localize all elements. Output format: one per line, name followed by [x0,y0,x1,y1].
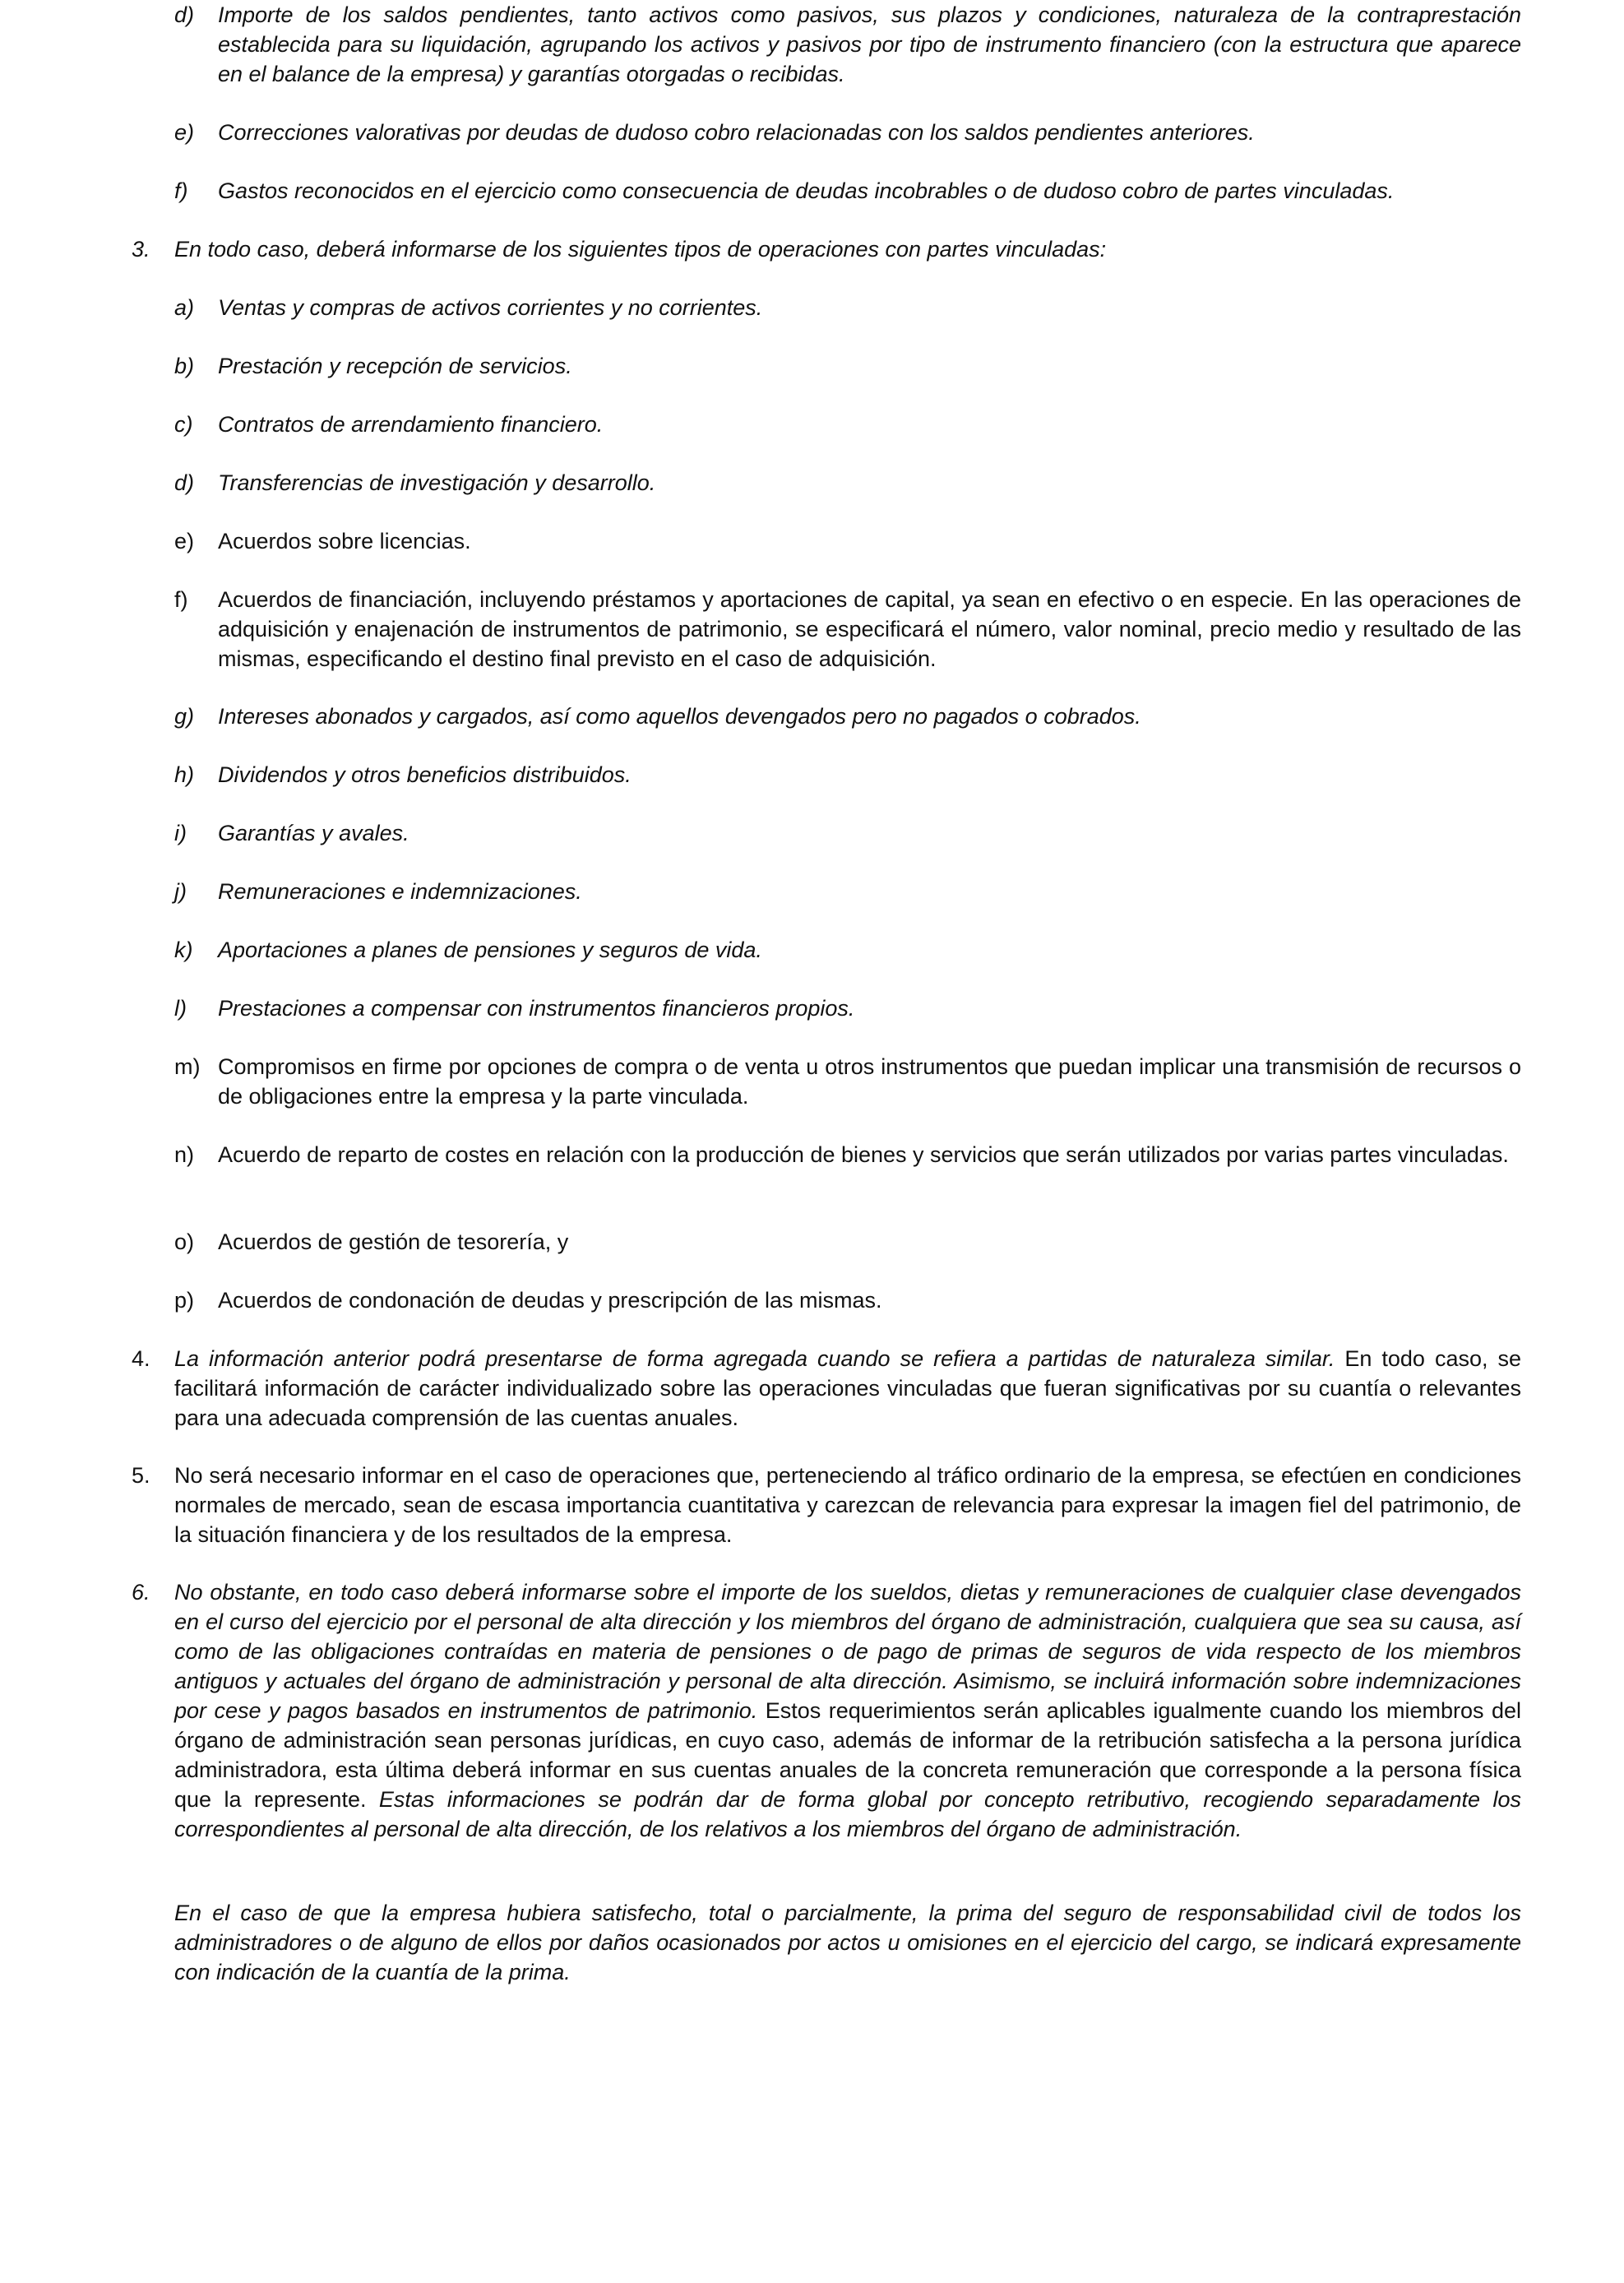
list-item-text [218,935,1521,965]
text-segment: Correcciones valorativas por deudas de dudoso cobro relacionadas con los saldos pendientes anteriores. [218,120,1255,145]
text-segment: Remuneraciones e indemnizaciones. [218,879,582,904]
numbered-item-6 [132,1577,1521,1844]
text-segment: Compromisos en firme por opciones de compra o de venta u otros instrumentos que puedan implicar una transmisión de recursos o de obligaciones entre la empresa y la parte vinculada. [218,1054,1521,1109]
list-marker: k) [174,938,193,962]
list-marker: c) [174,412,193,437]
numbered-item-4 [132,1344,1521,1433]
list-item-text [218,176,1521,206]
list-item-text [218,293,1521,322]
list-item-text [218,410,1521,439]
list-item-text [218,526,1521,556]
numbered-item-3 [132,234,1521,264]
text-segment: Acuerdos de condonación de deudas y prescripción de las mismas. [218,1288,882,1313]
list-item-o [174,1227,1521,1257]
text-segment: Acuerdos de financiación, incluyendo préstamos y aportaciones de capital, ya sean en efectivo o en especie. En las operaciones de adquisición y enajenación de instrumentos de patrimonio, se especificará el número, valor nominal, precio medio y resultado de las mismas, especificando el destino final previsto en el caso de adquisición. [218,587,1521,671]
text-segment: No obstante, en todo caso deberá informarse sobre el importe de los sueldos, dietas y remuneraciones de cualquier clase devengados en el curso del ejercicio por el personal de alta dirección y los miembros del órgano de administración, cualquiera que sea su causa, así como de las obligaciones contraídas en materia de pensiones o de pago de primas de seguros de vida respecto de los miembros antiguos y actuales del órgano de administración y personal de alta dirección. Asimismo, se incluirá información sobre indemnizaciones por cese y pagos basados en instrumentos de patrimonio. [174,1580,1521,1723]
list-marker: g) [174,704,195,729]
list-item-f [174,176,1521,206]
list-item-text [218,118,1521,147]
list-item-d [174,0,1521,89]
text-segment: Gastos reconocidos en el ejercicio como consecuencia de deudas incobrables o de dudoso cobro de partes vinculadas. [218,178,1395,203]
list-item-g [174,702,1521,731]
text-segment: En todo caso, se facilitará información de carácter individualizado sobre las operaciones vinculadas que fueran significativas por su cuantía o relevantes para una adecuada comprensión de las cuentas anuales. [174,1346,1521,1430]
list-item-k [174,935,1521,965]
text-segment: Contratos de arrendamiento financiero. [218,412,604,437]
list-item-e [174,526,1521,556]
list-item-text [218,1227,1521,1257]
list-marker: e) [174,120,195,145]
text-segment: Estos requerimientos serán aplicables igualmente cuando los miembros del órgano de administración sean personas jurídicas, en cuyo caso, además de informar de la retribución satisfecha a la persona jurídica administradora, esta última deberá informar en sus cuentas anuales de la concreta remuneración que corresponde a la persona física que la represente. [174,1698,1522,1812]
list-marker: 3. [132,237,150,262]
list-item-i [174,818,1521,848]
text-segment: Acuerdos de gestión de tesorería, y [218,1229,569,1254]
text-segment: Importe de los saldos pendientes, tanto activos como pasivos, sus plazos y condiciones, naturaleza de la contraprestación establecida para su liquidación, agrupando los activos y pasivos por tipo de instrumento financiero (con la estructura que aparece en el balance de la empresa) y garantías otorgadas o recibidas. [218,2,1521,86]
list-item-j [174,877,1521,906]
list-marker: n) [174,1142,195,1167]
list-item-text [218,468,1521,498]
list-marker: e) [174,529,195,553]
list-item-p [174,1285,1521,1315]
list-item-text [218,0,1521,89]
text-segment: Aportaciones a planes de pensiones y seguros de vida. [218,938,762,962]
list-item-text [218,877,1521,906]
list-item-e [174,118,1521,147]
text-segment: Ventas y compras de activos corrientes y no corrientes. [218,295,763,320]
text-segment: Estas informaciones se podrán dar de forma global por concepto retributivo, recogiendo separadamente los correspondientes al personal de alta dirección, de los relativos a los miembros del órgano de administración. [174,1787,1521,1841]
list-marker: 4. [132,1346,150,1371]
list-item-c [174,410,1521,439]
list-item-text [218,585,1521,674]
list-marker: i) [174,821,187,845]
list-item-text [174,1344,1521,1433]
list-marker: d) [174,2,195,27]
list-item-text [174,234,1521,264]
text-segment: En todo caso, deberá informarse de los siguientes tipos de operaciones con partes vinculadas: [174,237,1107,262]
text-segment: La información anterior podrá presentarse de forma agregada cuando se refiera a partidas de naturaleza similar. [174,1346,1335,1371]
text-segment: Garantías y avales. [218,821,409,845]
list-item-text [218,702,1521,731]
list-marker: l) [174,996,187,1021]
list-marker: a) [174,295,195,320]
list-item-n [174,1140,1521,1169]
list-item-f [174,585,1521,674]
list-item-text [218,760,1521,790]
list-item-text [218,1285,1521,1315]
list-item-m [174,1052,1521,1111]
list-item-text [218,818,1521,848]
list-item-text [174,1461,1521,1549]
list-marker: o) [174,1229,195,1254]
list-item-text [218,993,1521,1023]
text-segment: Dividendos y otros beneficios distribuidos. [218,762,632,787]
list-marker: b) [174,354,195,378]
text-segment: Prestación y recepción de servicios. [218,354,572,378]
list-marker: 6. [132,1580,150,1605]
list-marker: j) [174,879,187,904]
list-item-text [218,351,1521,381]
list-item-b [174,351,1521,381]
list-marker: f) [174,178,188,203]
list-item-text [218,1140,1521,1169]
list-item-text [174,1577,1521,1844]
list-item-h [174,760,1521,790]
numbered-item-5 [132,1461,1521,1549]
list-marker: f) [174,587,188,612]
list-marker: d) [174,470,195,495]
list-marker: 5. [132,1463,150,1488]
text-segment: Acuerdos sobre licencias. [218,529,471,553]
text-segment: Prestaciones a compensar con instrumentos financieros propios. [218,996,855,1021]
text-segment: Acuerdo de reparto de costes en relación con la producción de bienes y servicios que serán utilizados por varias partes vinculadas. [218,1142,1509,1167]
list-marker: m) [174,1054,201,1079]
list-item-a [174,293,1521,322]
list-item-text [218,1052,1521,1111]
list-item-l [174,993,1521,1023]
text-segment: No será necesario informar en el caso de operaciones que, perteneciendo al tráfico ordinario de la empresa, se efectúen en condiciones normales de mercado, sean de escasa importancia cuantitativa y carezcan de relevancia para expresar la imagen fiel del patrimonio, de la situación financiera y de los resultados de la empresa. [174,1463,1521,1547]
list-marker: p) [174,1288,195,1313]
closing-paragraph-text: En el caso de que la empresa hubiera satisfecho, total o parcialmente, la prima del seguro de responsabilidad civil de todos los administradores o de alguno de ellos por daños ocasionados por actos u omisiones en el ejercicio del cargo, se indicará expresamente con indicación de la cuantía de la prima. [174,1901,1521,1984]
list-marker: h) [174,762,195,787]
text-segment: Intereses abonados y cargados, así como aquellos devengados pero no pagados o cobrados. [218,704,1141,729]
text-segment: Transferencias de investigación y desarrollo. [218,470,656,495]
closing-paragraph [174,1898,1521,1987]
list-item-d [174,468,1521,498]
